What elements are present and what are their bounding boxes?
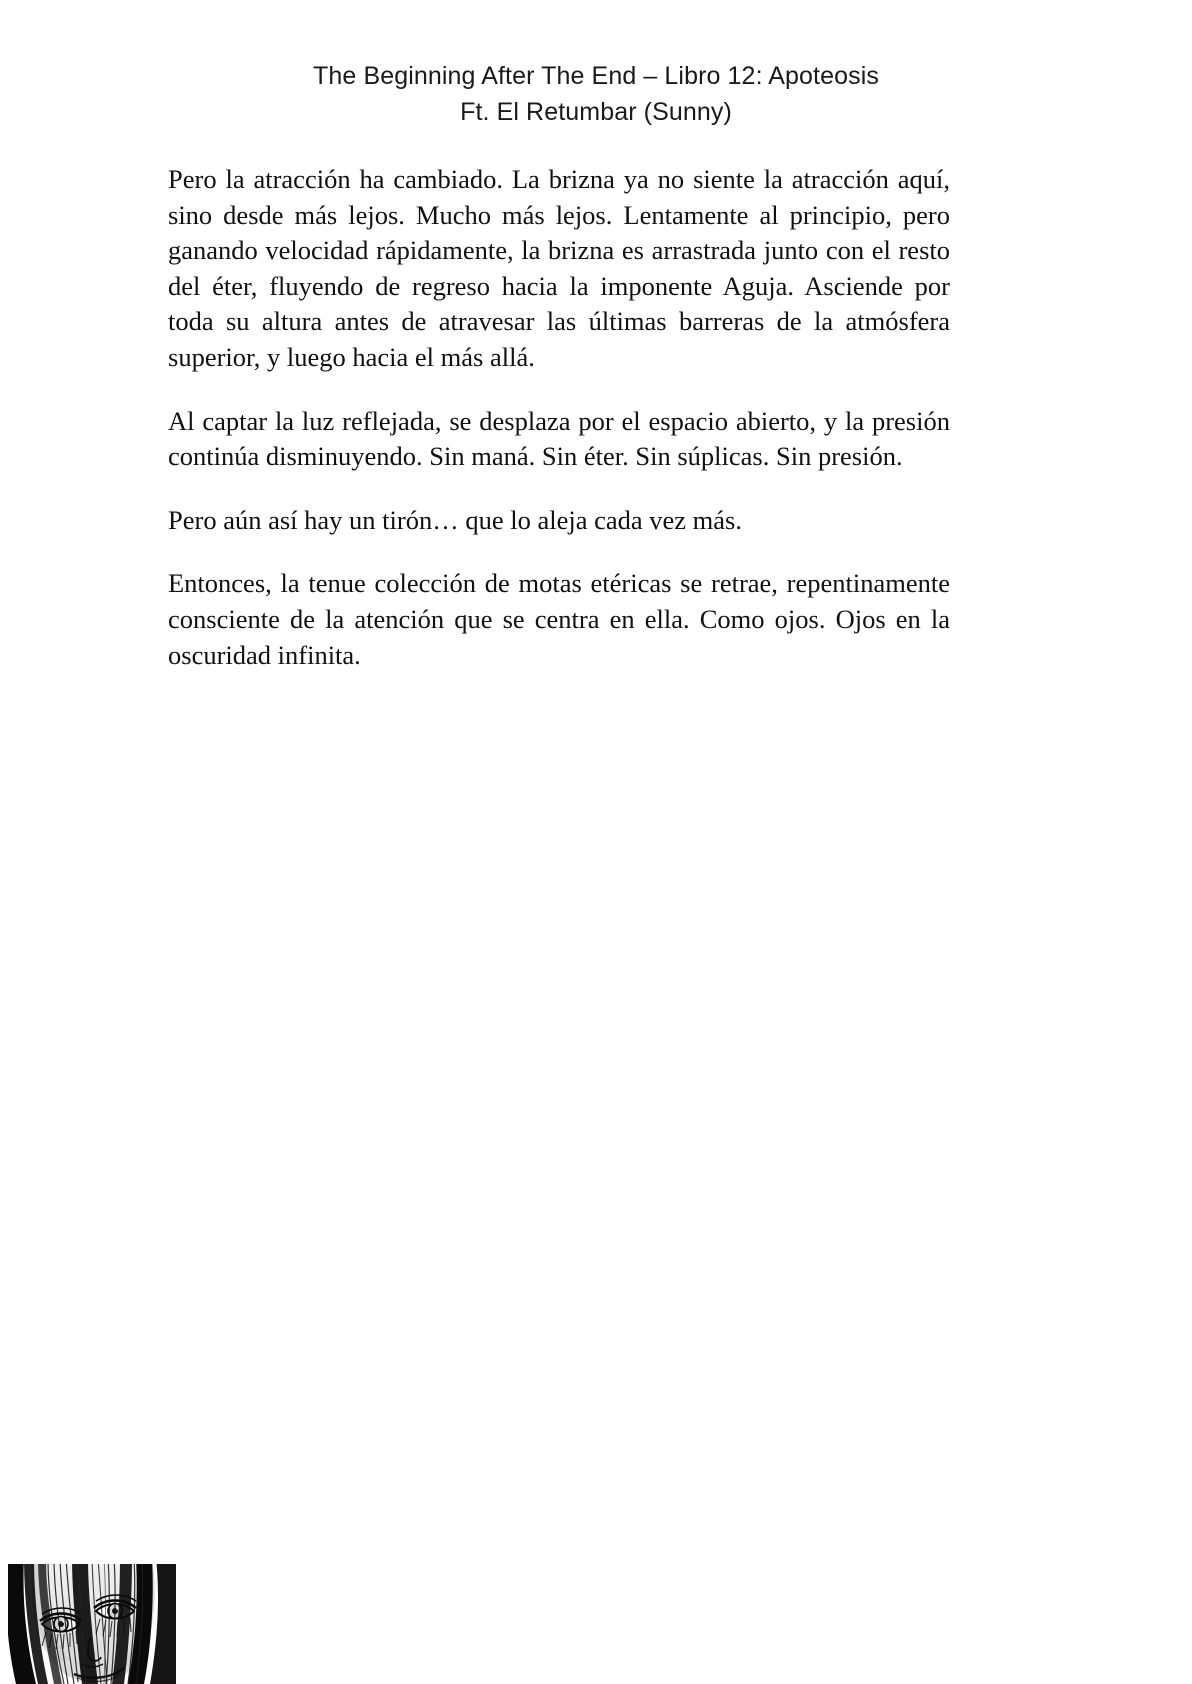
body-paragraph-2: Al captar la luz reflejada, se desplaza por el espacio abierto, y la presión continúa disminuyendo. Sin maná. Sin éter. Sin súplicas. Sin presión. (168, 405, 950, 472)
body-paragraph-1: Pero la atracción ha cambiado. La brizna ya no siente la atracción aquí, sino desde más lejos. Mucho más lejos. Lentamente al principio, pero ganando velocidad rápidamente, la brizna es arrastrada junto con el resto del éter, fluyendo de regreso hacia la imponente Aguja. Asciende por toda su altura antes de atravesar las últimas barreras de la atmósfera superior, y luego hacia el más allá. (168, 164, 950, 372)
header-title-line-1: The Beginning After The End – Libro 12: Apoteosis (313, 62, 879, 90)
header-title-line-2: Ft. El Retumbar (Sunny) (460, 98, 732, 126)
page-header (0, 58, 1192, 130)
manga-face-closeup-image (8, 1564, 176, 1684)
body-paragraph-3: Pero aún así hay un tirón… que lo aleja cada vez más. (168, 504, 742, 535)
manga-face-illustration-svg (8, 1564, 176, 1684)
body-paragraph-4: Entonces, la tenue colección de motas etéricas se retrae, repentinamente consciente de la atención que se centra en ella. Como ojos. Ojos en la oscuridad infinita. (168, 568, 950, 670)
document-body (168, 162, 950, 673)
